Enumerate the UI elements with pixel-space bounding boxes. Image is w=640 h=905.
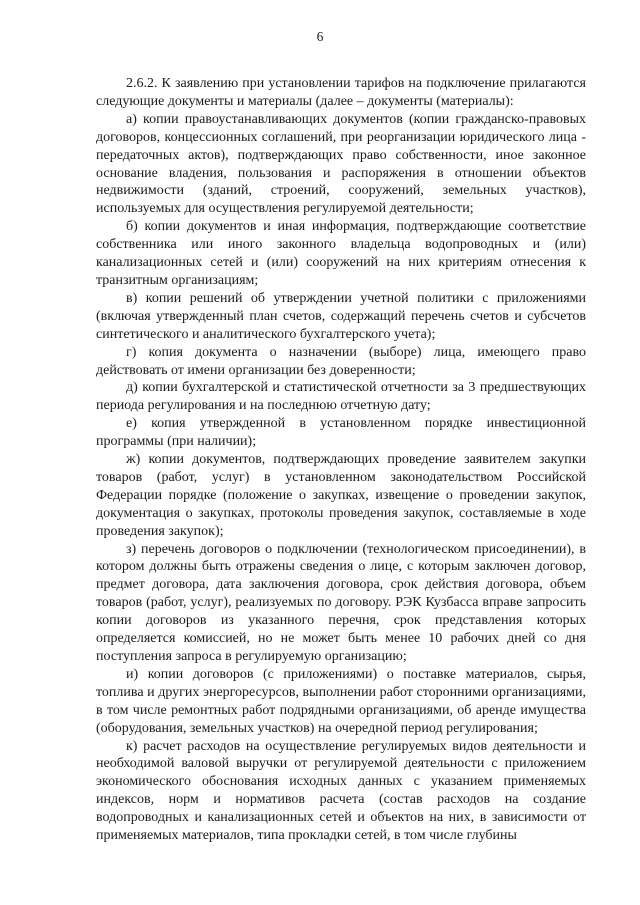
paragraph-item-z: з) перечень договоров о подключении (технологическом присоединении), в котором должны быть отражены сведения о лице, с которым заключен договор, предмет договора, дата заключения договора, срок действия договора, объем товаров (работ, услуг), реализуемых по договору. РЭК Кузбасса вправе запросить копии договоров из указанного перечня, срок представления которых определяется комиссией, но не может быть менее 10 рабочих дней со дня поступления запроса в регулируемую организацию; [96, 541, 586, 664]
paragraph-item-e: е) копия утвержденной в установленном порядке инвестиционной программы (при наличии); [96, 416, 586, 450]
paragraph-item-k: к) расчет расходов на осуществление регулируемых видов деятельности и необходимой валовой выручки от регулируемой деятельности с приложением экономического обоснования исходных данных с указанием применяемых индексов, норм и нормативов расчета (состав расходов на создание водопроводных и канализационных сетей и объектов на них, в зависимости от применяемых материалов, типа прокладки сетей, в том числе глубины [96, 738, 586, 844]
document-body [96, 75, 586, 845]
paragraph-item-i: и) копии договоров (с приложениями) о поставке материалов, сырья, топлива и других энергоресурсов, выполнении работ сторонними организациями, в том числе ремонтных работ подрядными организациями, об аренде имущества (оборудования, земельных участков) на очередной период регулирования; [96, 666, 586, 736]
paragraph-item-b: б) копии документов и иная информация, подтверждающие соответствие собственника или иного законного владельца водопроводных и (или) канализационных сетей и (или) сооружений на них критериям отнесения к транзитным организациям; [96, 219, 586, 288]
paragraph-item-v: в) копии решений об утверждении учетной политики с приложениями (включая утвержденный план счетов, содержащий перечень счетов и субсчетов синтетического и аналитического бухгалтерского учета); [96, 290, 586, 342]
paragraph-item-zh: ж) копии документов, подтверждающих проведение заявителем закупки товаров (работ, услуг) в установленном законодательством Российской Федерации порядке (положение о закупках, извещение о проведении закупок, документация о закупках, протоколы проведения закупок, составляемые в ходе проведения закупок); [96, 452, 586, 539]
paragraph-item-a: а) копии правоустанавливающих документов (копии гражданско-правовых договоров, концессионных соглашений, при реорганизации юридического лица - передаточных актов), подтверждающих право собственности, иное законное основание владения, пользования и распоряжения в отношении объектов недвижимости (зданий, строений, сооружений, земельных участков), используемых для осуществления регулируемой деятельности; [96, 111, 586, 217]
paragraph-item-g: г) копия документа о назначении (выборе) лица, имеющего право действовать от имени организации без доверенности; [96, 344, 586, 378]
paragraph-item-d: д) копии бухгалтерской и статистической отчетности за 3 предшествующих периода регулирования и на последнюю отчетную дату; [96, 380, 586, 414]
paragraph-2-6-2: 2.6.2. К заявлению при установлении тарифов на подключение прилагаются следующие документы и материалы (далее – документы (материалы): [96, 76, 586, 109]
page-number: 6 [316, 29, 324, 44]
